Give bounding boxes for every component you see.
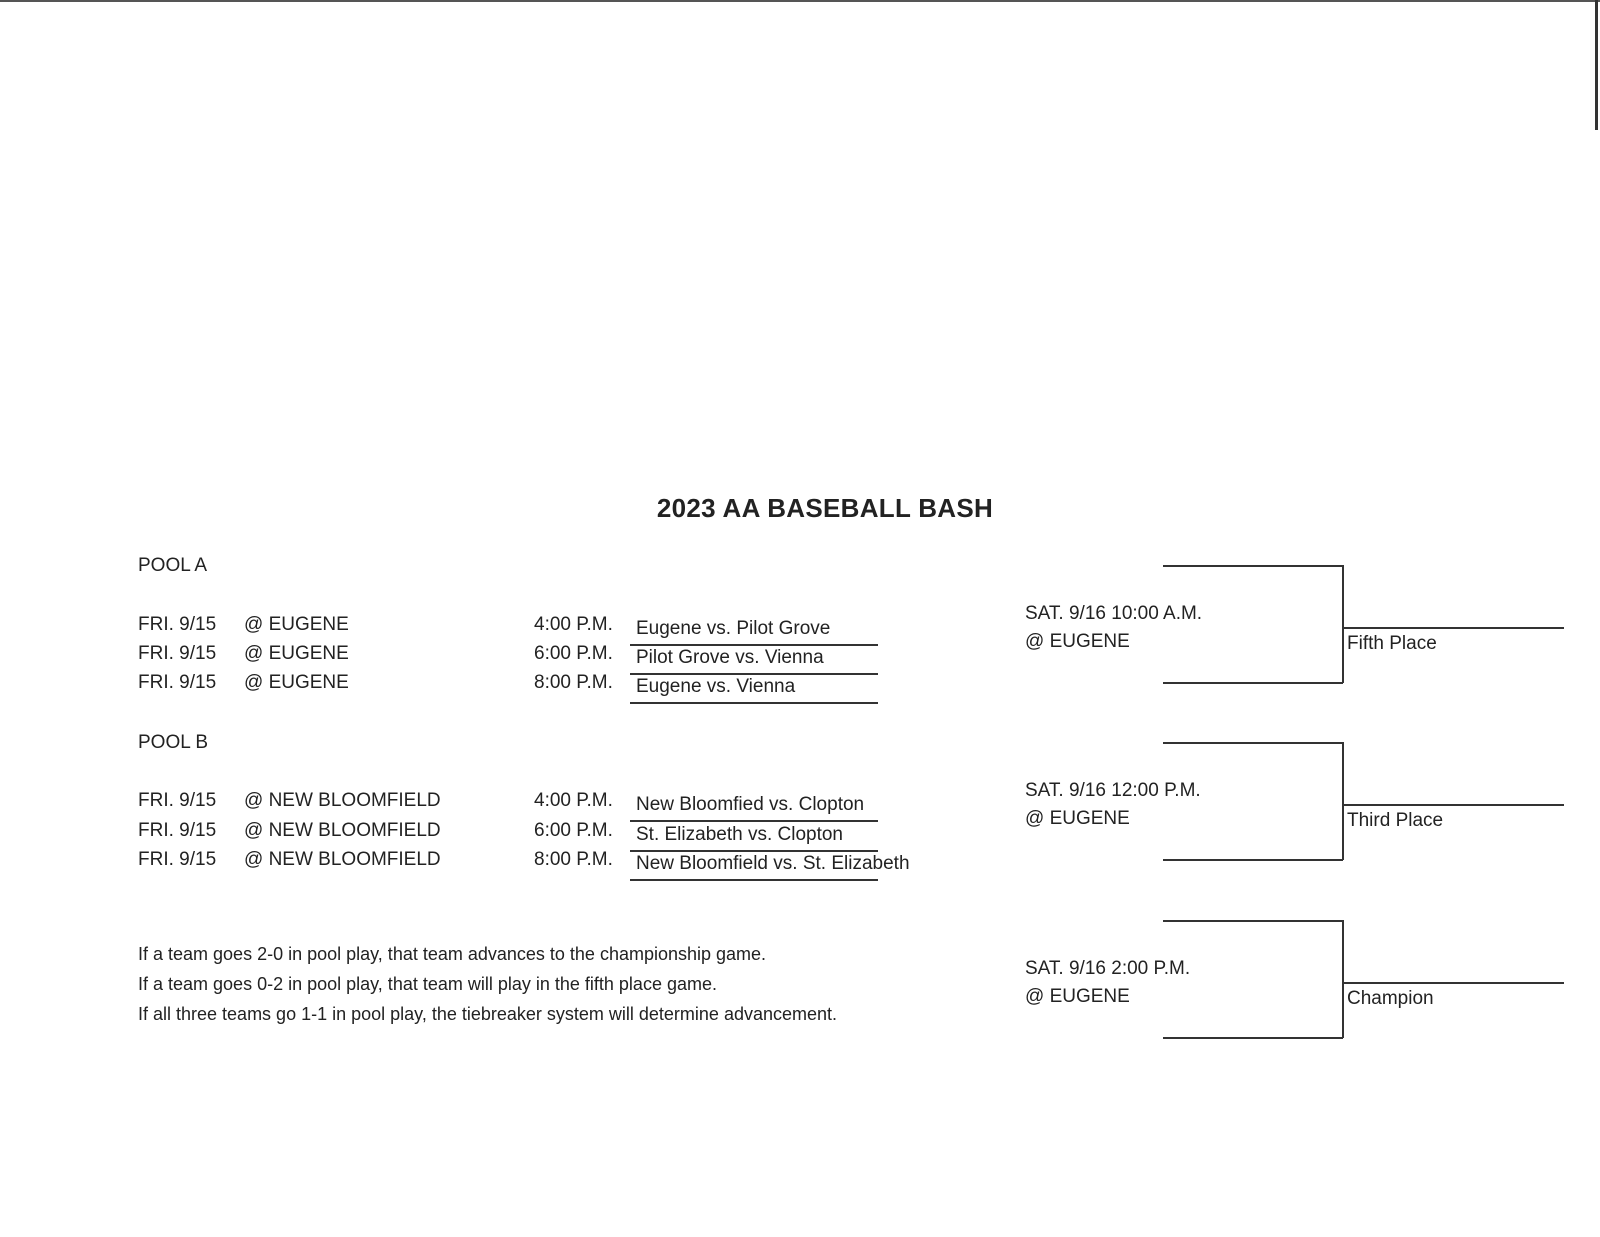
game-day: FRI. 9/15 — [138, 672, 217, 693]
bracket-bottom-arm — [1163, 1037, 1343, 1039]
pool-b-game-1 — [0, 790, 960, 820]
bracket-datetime: SAT. 9/16 10:00 A.M. — [1025, 603, 1203, 624]
bracket-result-label: Fifth Place — [1347, 633, 1437, 654]
game-time: 6:00 P.M. — [534, 820, 613, 841]
bracket-result-line — [1342, 627, 1564, 629]
game-matchup: Eugene vs. Pilot Grove — [636, 618, 831, 639]
game-location: @ NEW BLOOMFIELD — [244, 790, 441, 811]
pool-b-game-3 — [0, 849, 960, 879]
bracket-fifth-place — [1020, 565, 1570, 690]
bracket-result-label: Third Place — [1347, 810, 1444, 831]
bracket-champion — [1020, 920, 1570, 1045]
bracket-third-place — [1020, 742, 1570, 867]
bracket-location: @ EUGENE — [1025, 986, 1130, 1007]
bracket-connector — [1342, 920, 1344, 1038]
bracket-datetime: SAT. 9/16 2:00 P.M. — [1025, 958, 1191, 979]
game-matchup: Pilot Grove vs. Vienna — [636, 647, 824, 668]
game-time: 8:00 P.M. — [534, 849, 613, 870]
bracket-datetime: SAT. 9/16 12:00 P.M. — [1025, 780, 1201, 801]
bracket-location: @ EUGENE — [1025, 808, 1130, 829]
bracket-top-arm — [1163, 742, 1343, 744]
bracket-bottom-arm — [1163, 859, 1343, 861]
game-day: FRI. 9/15 — [138, 614, 217, 635]
game-matchup: Eugene vs. Vienna — [636, 676, 796, 697]
page-right-edge — [1595, 0, 1598, 130]
game-location: @ NEW BLOOMFIELD — [244, 820, 441, 841]
rule-note-1: If a team goes 2-0 in pool play, that team advances to the championship game. — [138, 944, 767, 964]
rule-note-3: If all three teams go 1-1 in pool play, the tiebreaker system will determine advancement. — [138, 1004, 838, 1024]
game-day: FRI. 9/15 — [138, 849, 217, 870]
game-location: @ NEW BLOOMFIELD — [244, 849, 441, 870]
bracket-top-arm — [1163, 920, 1343, 922]
game-matchup: New Bloomfield vs. St. Elizabeth — [636, 853, 910, 874]
game-location: @ EUGENE — [244, 643, 349, 664]
page-top-edge — [0, 0, 1600, 2]
game-time: 4:00 P.M. — [534, 614, 613, 635]
bracket-result-line — [1342, 804, 1564, 806]
game-matchup: St. Elizabeth vs. Clopton — [636, 824, 843, 845]
game-location: @ EUGENE — [244, 672, 349, 693]
game-time: 4:00 P.M. — [534, 790, 613, 811]
game-time: 8:00 P.M. — [534, 672, 613, 693]
game-matchup: New Bloomfied vs. Clopton — [636, 794, 865, 815]
game-location: @ EUGENE — [244, 614, 349, 635]
game-time: 6:00 P.M. — [534, 643, 613, 664]
bracket-connector — [1342, 742, 1344, 860]
game-day: FRI. 9/15 — [138, 790, 217, 811]
matchup-underline — [630, 879, 878, 881]
bracket-connector — [1342, 565, 1344, 683]
rule-note-2: If a team goes 0-2 in pool play, that team will play in the fifth place game. — [138, 974, 717, 994]
bracket-location: @ EUGENE — [1025, 631, 1130, 652]
bracket-bottom-arm — [1163, 682, 1343, 684]
pool-a-game-3 — [0, 672, 960, 702]
pool-b-label: POOL B — [138, 732, 209, 753]
game-day: FRI. 9/15 — [138, 643, 217, 664]
bracket-top-arm — [1163, 565, 1343, 567]
bracket-result-label: Champion — [1347, 988, 1434, 1009]
game-day: FRI. 9/15 — [138, 820, 217, 841]
pool-a-game-2 — [0, 643, 960, 673]
pool-b-game-2 — [0, 820, 960, 850]
pool-a-game-1 — [0, 614, 960, 644]
pool-a-label: POOL A — [138, 555, 207, 576]
bracket-result-line — [1342, 982, 1564, 984]
page-title: 2023 AA BASEBALL BASH — [656, 493, 994, 523]
matchup-underline — [630, 702, 878, 704]
